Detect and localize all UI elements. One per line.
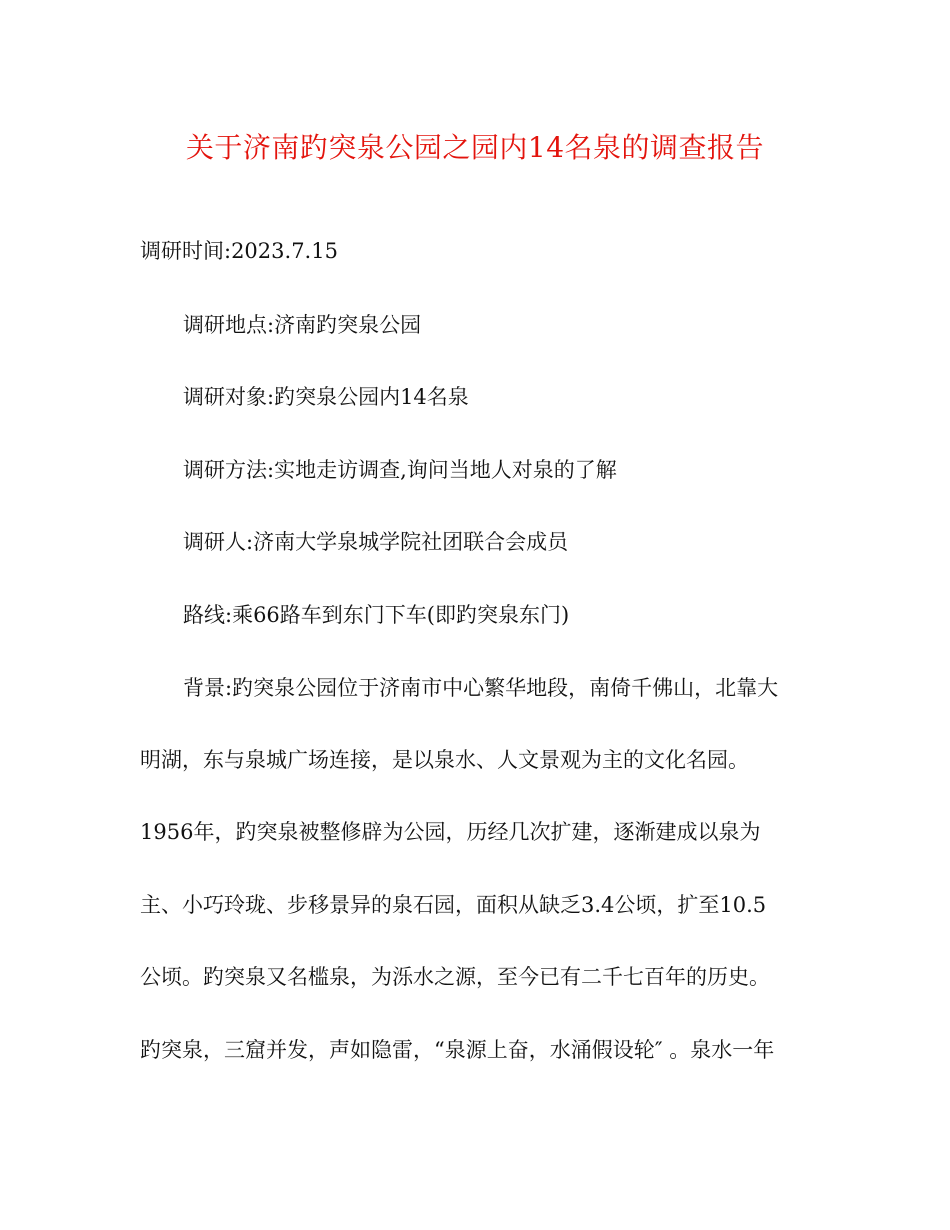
survey-method-line: 调研方法:实地走访调查,询问当地人对泉的了解: [183, 458, 617, 482]
survey-subject-line: 调研对象:趵突泉公园内14名泉: [183, 385, 469, 409]
background-paragraph-line: 趵突泉，三窟并发，声如隐雷，“泉源上奋，水涌假设轮″ 。泉水一年: [140, 1038, 775, 1062]
background-paragraph-line: 明湖，东与泉城广场连接，是以泉水、人文景观为主的文化名园。: [140, 748, 749, 772]
route-line: 路线:乘66路车到东门下车(即趵突泉东门): [183, 603, 570, 627]
page-title: 关于济南趵突泉公园之园内14名泉的调查报告: [185, 131, 765, 164]
background-paragraph-line: 主、小巧玲珑、步移景异的泉石园，面积从缺乏3.4公顷，扩至10.5: [140, 893, 767, 917]
survey-time-line: 调研时间:2023.7.15: [140, 239, 338, 263]
background-paragraph-line: 1956年，趵突泉被整修辟为公园，历经几次扩建，逐渐建成以泉为: [140, 820, 761, 844]
survey-location-line: 调研地点:济南趵突泉公园: [183, 313, 422, 337]
surveyor-line: 调研人:济南大学泉城学院社团联合会成员: [183, 530, 569, 554]
background-paragraph-line: 公顷。趵突泉又名槛泉，为泺水之源，至今已有二千七百年的历史。: [140, 965, 770, 989]
background-paragraph-line: 背景:趵突泉公园位于济南市中心繁华地段，南倚千佛山，北靠大: [183, 676, 779, 700]
